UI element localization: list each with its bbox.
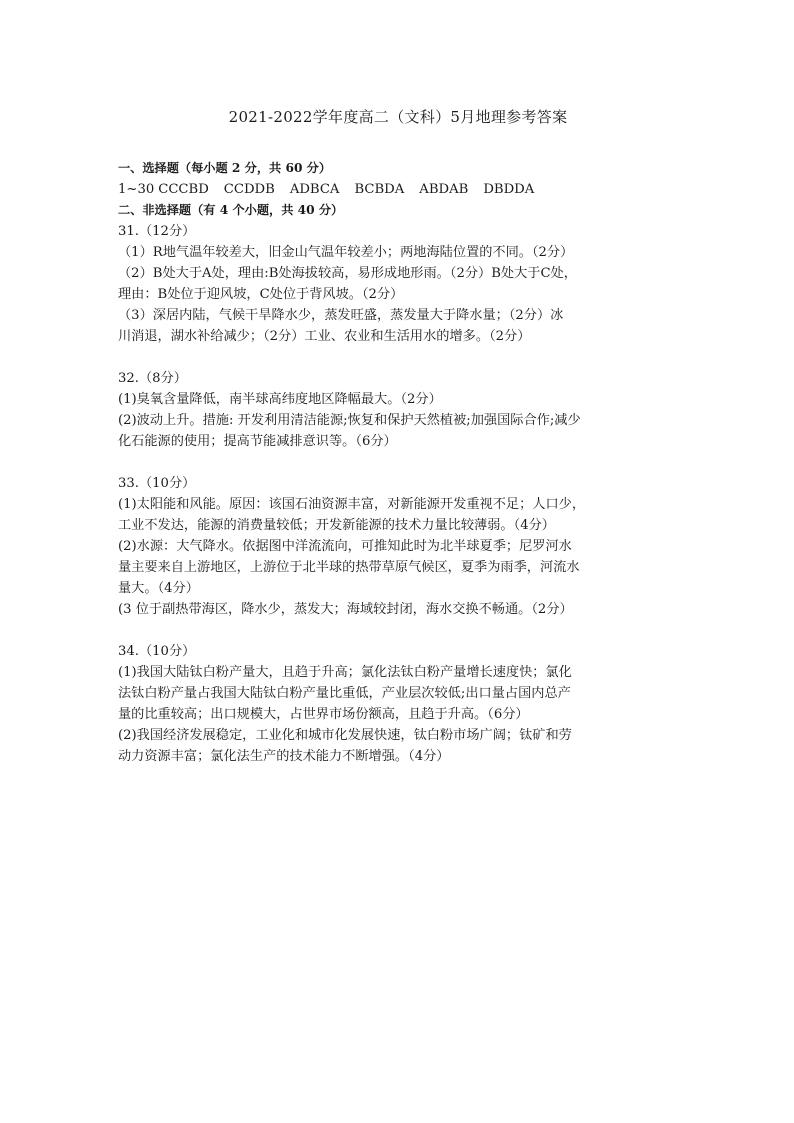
- q31-part2-line1: （2）B处大于A处，理由:B处海拔较高，易形成地形雨。（2分）B处大于C处，: [118, 266, 577, 281]
- q34-heading: 34.（10分）: [118, 644, 196, 659]
- answer-group-6: DBDDA: [483, 182, 535, 197]
- q31-part1: （1）R地气温年较差大，旧金山气温年较差小；两地海陆位置的不同。（2分）: [118, 245, 574, 260]
- q34-part1-line2: 法钛白粉产量占我国大陆钛白粉产量比重低，产业层次较低;出口量占国内总产: [118, 686, 571, 701]
- q33-part3: (3 位于副热带海区，降水少，蒸发大；海域较封闭，海水交换不畅通。（2分）: [118, 602, 573, 617]
- spacer: [118, 347, 670, 368]
- q33-part1-line1: (1)太阳能和风能。原因：该国石油资源丰富，对新能源开发重视不足；人口少，: [118, 497, 586, 512]
- answer-group-2: CCDDB: [223, 182, 275, 197]
- q34-part1-line3: 量的比重较高；出口规模大，占世界市场份额高，且趋于升高。（6分）: [118, 707, 529, 722]
- q31-part3-line1: （3）深居内陆，气候干旱降水少，蒸发旺盛，蒸发量大于降水量；（2分）冰: [118, 308, 564, 323]
- q33-heading: 33.（10分）: [118, 476, 196, 491]
- q31-heading: 31.（12分）: [118, 224, 196, 239]
- answer-group-4: BCBDA: [354, 182, 405, 197]
- q34-part1-line1: (1)我国大陆钛白粉产量大，且趋于升高；氯化法钛白粉产量增长速度快；氯化: [118, 665, 572, 680]
- q33-part2-line1: (2)水源：大气降水。依据图中洋流流向，可推知此时为北半球夏季；尼罗河水: [118, 539, 572, 554]
- document-body: [118, 158, 670, 767]
- choice-answers-line: [118, 179, 670, 200]
- section2-heading: 二、非选择题（有 4 个小题，共 40 分）: [118, 203, 344, 217]
- q34-part2-line1: (2)我国经济发展稳定，工业化和城市化发展快速，钛白粉市场广阔；钛矿和劳: [118, 728, 572, 743]
- answer-group-5: ABDAB: [419, 182, 469, 197]
- q32-part1: (1)臭氧含量降低，南半球高纬度地区降幅最大。（2分）: [118, 392, 442, 407]
- q32-part2-line1: (2)波动上升。措施: 开发利用清洁能源;恢复和保护天然植被;加强国际合作;减少: [118, 413, 581, 428]
- answer-group-1: CCCBD: [158, 182, 209, 197]
- q32-part2-line2: 化石能源的使用；提高节能减排意识等。（6分）: [118, 434, 397, 449]
- spacer: [118, 452, 670, 473]
- spacer: [118, 620, 670, 641]
- section1-heading: 一、选择题（每小题 2 分，共 60 分）: [118, 161, 332, 175]
- q31-part3-line2: 川消退，湖水补给减少；（2分）工业、农业和生活用水的增多。（2分）: [118, 329, 531, 344]
- answer-range: 1~30: [118, 182, 155, 197]
- answer-group-3: ADBCA: [289, 182, 340, 197]
- q33-part2-line3: 量大。（4分）: [118, 581, 199, 596]
- q34-part2-line2: 动力资源丰富；氯化法生产的技术能力不断增强。（4分）: [118, 749, 450, 764]
- q33-part2-line2: 量主要来自上游地区，上游位于北半球的热带草原气候区，夏季为雨季，河流水: [118, 560, 580, 575]
- q33-part1-line2: 工业不发达，能源的消费量较低；开发新能源的技术力量比较薄弱。（4分）: [118, 518, 555, 533]
- q32-heading: 32.（8分）: [118, 371, 187, 386]
- q31-part2-line2: 理由：B处位于迎风坡，C处位于背风坡。（2分）: [118, 287, 404, 302]
- document-title: 2021-2022学年度高二（文科）5月地理参考答案: [228, 108, 568, 126]
